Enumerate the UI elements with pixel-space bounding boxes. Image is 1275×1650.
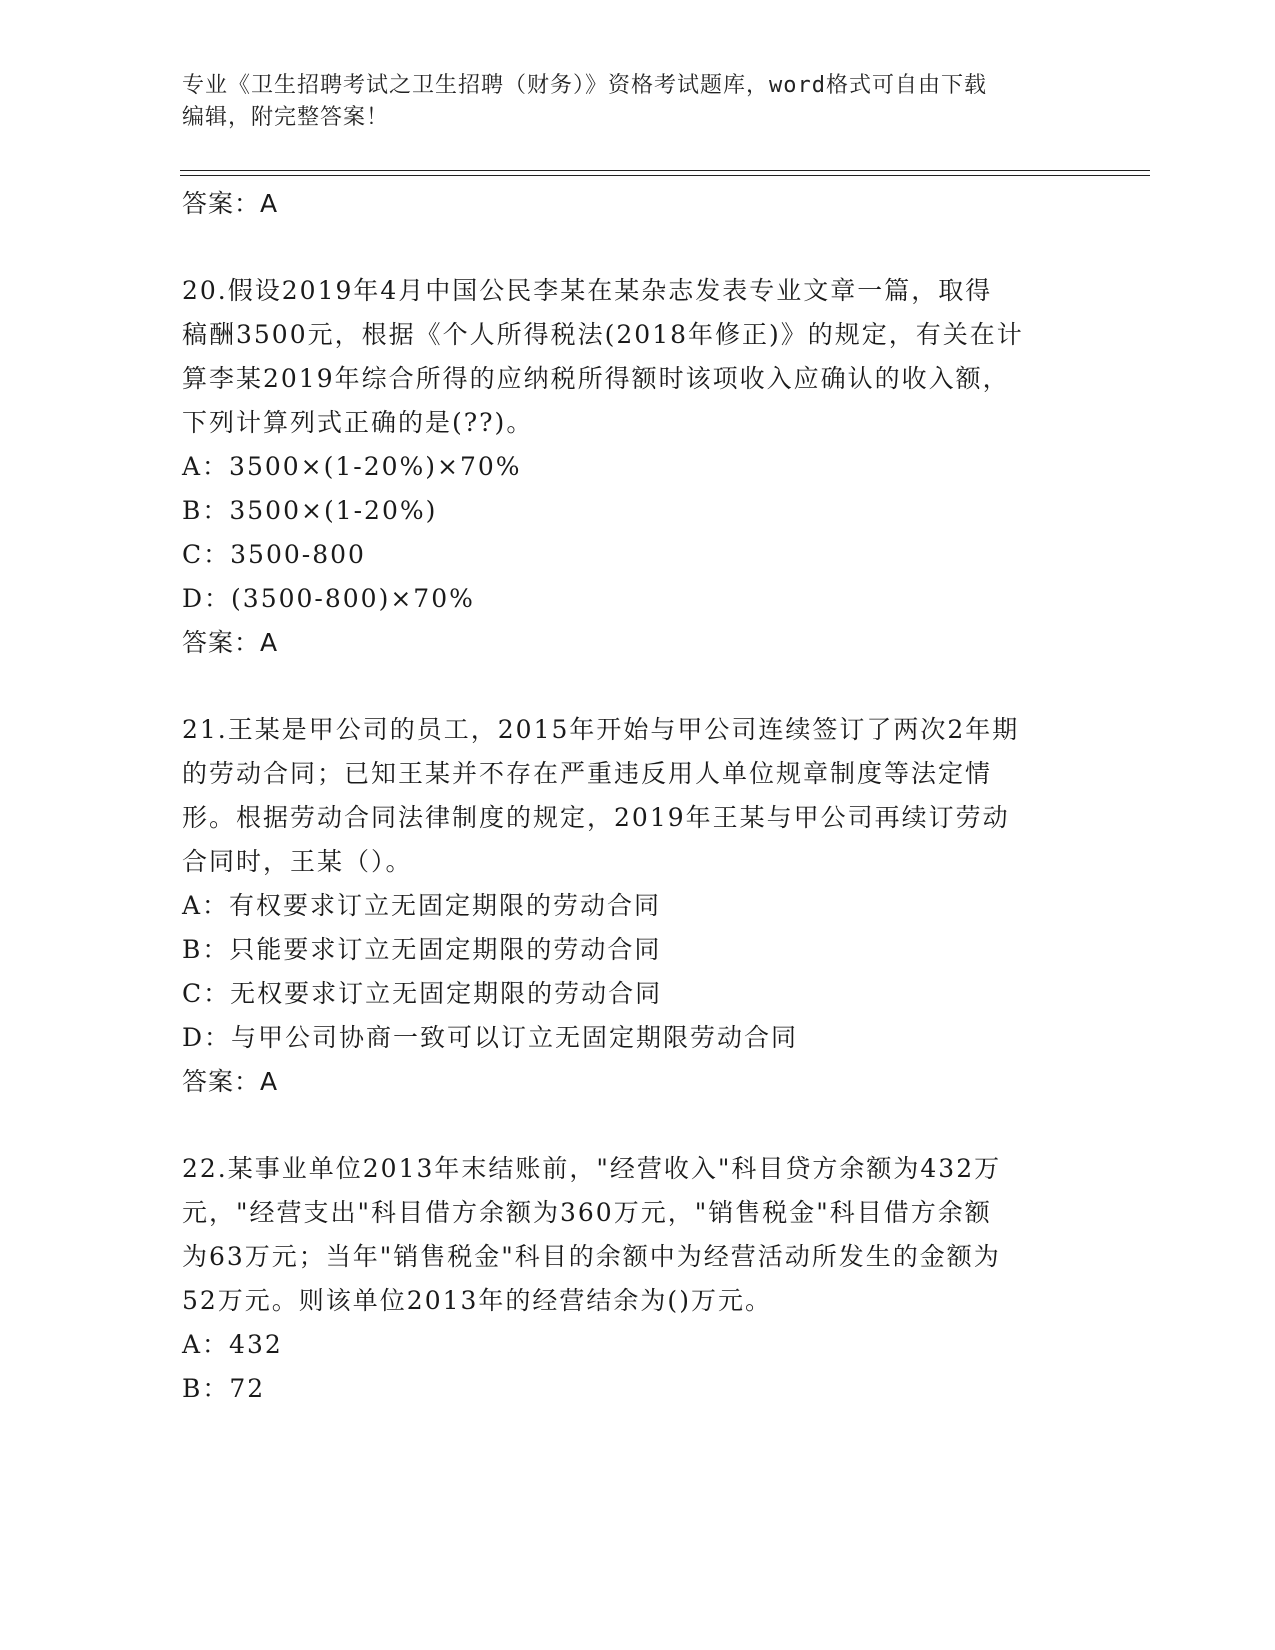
spacer <box>182 664 1142 708</box>
option-a: A：432 <box>182 1330 283 1359</box>
header-line-1: 专业《卫生招聘考试之卫生招聘（财务）》资格考试题库，word格式可自由下载 <box>182 73 987 98</box>
header-line-2: 编辑，附完整答案！ <box>182 105 390 130</box>
option-a: A：3500×(1-20%)×70% <box>182 452 522 481</box>
header-divider-top <box>180 170 1150 171</box>
page-header <box>182 70 1082 134</box>
answer-label: 答案：A <box>182 189 279 218</box>
question-item <box>182 1147 1142 1411</box>
question-item <box>182 708 1142 1103</box>
question-text-line: 形。根据劳动合同法律制度的规定，2019年王某与甲公司再续订劳动 <box>182 803 1010 832</box>
option-b: B：3500×(1-20%) <box>182 496 438 525</box>
question-item <box>182 269 1142 664</box>
question-text-line: 下列计算列式正确的是(??)。 <box>182 408 534 437</box>
answer-label: 答案：A <box>182 628 279 657</box>
spacer <box>182 1103 1142 1147</box>
question-text-line: 22.某事业单位2013年末结账前，"经营收入"科目贷方余额为432万 <box>182 1154 1002 1183</box>
question-text-line: 52万元。则该单位2013年的经营结余为()万元。 <box>182 1286 772 1315</box>
question-text-line: 合同时，王某（）。 <box>182 847 413 876</box>
question-text-line: 为63万元；当年"销售税金"科目的余额中为经营活动所发生的金额为 <box>182 1242 1001 1271</box>
option-d: D：与甲公司协商一致可以订立无固定期限劳动合同 <box>182 1023 799 1052</box>
option-d: D：(3500-800)×70% <box>182 584 475 613</box>
option-a: A：有权要求订立无固定期限的劳动合同 <box>182 891 662 920</box>
option-c: C：3500-800 <box>182 540 366 569</box>
question-list <box>182 182 1142 1411</box>
spacer <box>182 225 1142 269</box>
option-b: B：只能要求订立无固定期限的劳动合同 <box>182 935 662 964</box>
question-text-line: 算李某2019年综合所得的应纳税所得额时该项收入应确认的收入额， <box>182 364 1010 393</box>
question-text-line: 元，"经营支出"科目借方余额为360万元，"销售税金"科目借方余额 <box>182 1198 992 1227</box>
answer-label: 答案：A <box>182 1067 279 1096</box>
question-text-line: 21.王某是甲公司的员工，2015年开始与甲公司连续签订了两次2年期 <box>182 715 1020 744</box>
option-c: C：无权要求订立无固定期限的劳动合同 <box>182 979 663 1008</box>
option-b: B：72 <box>182 1374 266 1403</box>
question-text-line: 稿酬3500元，根据《个人所得税法(2018年修正)》的规定，有关在计 <box>182 320 1024 349</box>
question-text-line: 的劳动合同；已知王某并不存在严重违反用人单位规章制度等法定情 <box>182 759 993 788</box>
header-divider-bottom <box>180 175 1150 176</box>
question-text-line: 20.假设2019年4月中国公民李某在某杂志发表专业文章一篇，取得 <box>182 276 993 305</box>
